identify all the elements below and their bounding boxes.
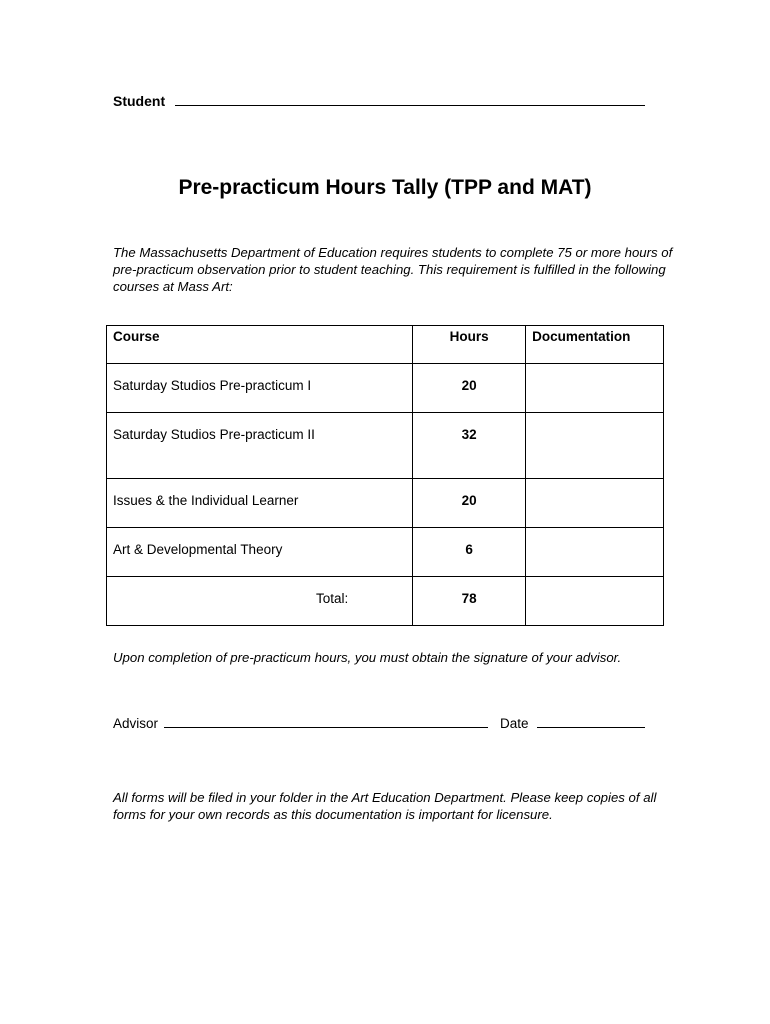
intro-paragraph: The Massachusetts Department of Education requires students to complete 75 or more hours of pre-practicum observation prior to student teaching. This requirement is fulfilled in the following courses at Mass Art: (113, 245, 673, 294)
hours-cell: 20 (413, 364, 526, 413)
table-row (107, 413, 664, 479)
table-header-row (107, 326, 664, 364)
advisor-field (113, 715, 645, 731)
advisor-signature-line[interactable] (164, 715, 488, 728)
hours-cell: 6 (413, 528, 526, 577)
student-signature-line[interactable] (175, 93, 645, 106)
advisor-label: Advisor (113, 716, 159, 731)
student-field (113, 93, 645, 109)
header-documentation: Documentation (526, 326, 664, 364)
date-label: Date (500, 716, 529, 731)
documentation-cell[interactable] (526, 413, 664, 479)
documentation-cell[interactable] (526, 479, 664, 528)
completion-note: Upon completion of pre-practicum hours, you must obtain the signature of your advisor. (113, 650, 622, 665)
hours-cell: 32 (413, 413, 526, 479)
header-course: Course (107, 326, 413, 364)
total-row (107, 577, 664, 626)
hours-cell: 20 (413, 479, 526, 528)
course-cell: Issues & the Individual Learner (107, 479, 413, 528)
course-cell: Art & Developmental Theory (107, 528, 413, 577)
table-row (107, 479, 664, 528)
table-row (107, 364, 664, 413)
documentation-cell[interactable] (526, 577, 664, 626)
header-hours: Hours (413, 326, 526, 364)
page-title: Pre-practicum Hours Tally (TPP and MAT) (178, 176, 592, 199)
footer-note: All forms will be filed in your folder in the Art Education Department. Please keep copies of all forms for your own records as this documentation is important for licensure. (113, 790, 657, 822)
student-label: Student (113, 93, 166, 109)
table-row (107, 528, 664, 577)
course-cell: Saturday Studios Pre-practicum I (107, 364, 413, 413)
documentation-cell[interactable] (526, 364, 664, 413)
total-hours: 78 (413, 577, 526, 626)
course-cell: Saturday Studios Pre-practicum II (107, 413, 413, 479)
total-label: Total: (107, 577, 413, 626)
date-line[interactable] (537, 715, 645, 728)
documentation-cell[interactable] (526, 528, 664, 577)
hours-table (106, 325, 664, 626)
